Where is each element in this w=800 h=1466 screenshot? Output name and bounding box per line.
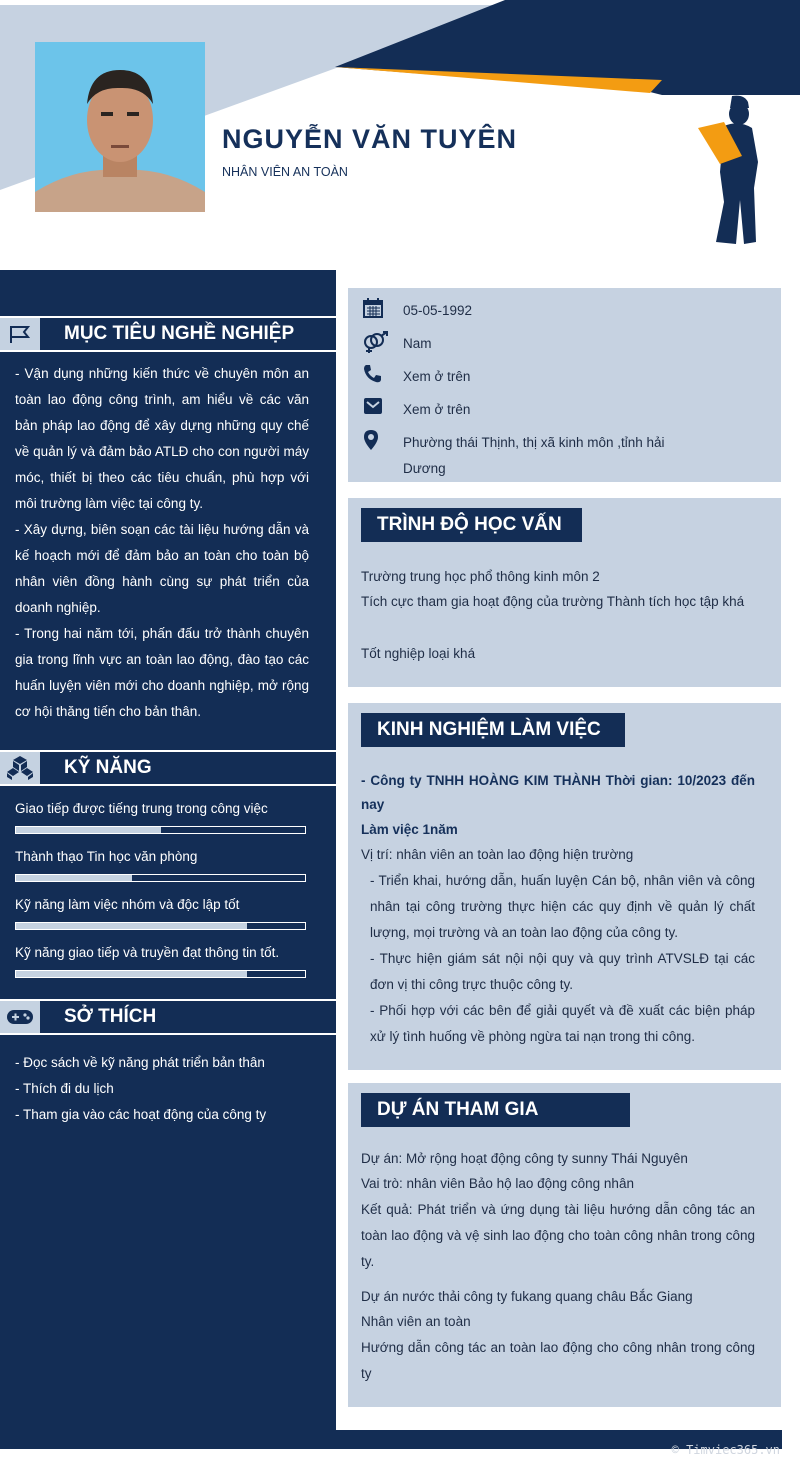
experience-duty: - Phối hợp với các bên để giải quyết và đề xuất các biện pháp xử lý tình huống về phòng ngừa tai nạn trong thi công. <box>370 1003 755 1044</box>
calendar-icon <box>362 298 384 318</box>
hobby-item: - Thích đi du lịch <box>15 1081 114 1096</box>
objective-text-1: - Vận dụng những kiến thức về chuyên môn an toàn lao động công trình, am hiểu về các văn bản pháp lao động để xây dựng những quy chế về quản lý và đảm bảo ATLĐ cho con người máy móc, thiết bị theo các tiêu chuẩn, phù hợp với môi trường làm việc tại công ty. <box>15 366 309 511</box>
email: Xem ở trên <box>403 402 471 417</box>
profile-photo <box>35 42 205 212</box>
email-icon <box>362 397 384 415</box>
project-1-role: Vai trò: nhân viên Bảo hộ lao động công nhân <box>361 1176 634 1191</box>
experience-company: - Công ty TNHH HOÀNG KIM THÀNH Thời gian: 10/2023 đến nay <box>361 773 755 812</box>
skills-heading: KỸ NĂNG <box>64 757 152 778</box>
experience-panel <box>348 703 781 1070</box>
experience-duration: Làm việc 1năm <box>361 822 458 837</box>
flag-icon <box>8 324 32 344</box>
skill-name: Giao tiếp được tiếng trung trong công việc <box>15 801 268 816</box>
gamepad-icon <box>6 1008 34 1026</box>
left-column <box>0 270 336 1449</box>
hobby-item: - Tham gia vào các hoạt động của công ty <box>15 1107 267 1122</box>
experience-heading: KINH NGHIỆM LÀM VIỆC <box>361 713 625 747</box>
project-2-result: Hướng dẫn công tác an toàn lao động cho công nhân trong công ty <box>361 1340 755 1381</box>
project-1-result: Kết quả: Phát triển và ứng dụng tài liệu hướng dẫn công tác an toàn lao động và vệ sinh lao động cho toàn công nhân trong công ty. <box>361 1202 755 1269</box>
skills-header <box>0 750 336 786</box>
project-1-name: Dự án: Mở rộng hoạt động công ty sunny Thái Nguyên <box>361 1151 688 1166</box>
phone: Xem ở trên <box>403 369 471 384</box>
objective-text-2: - Xây dựng, biên soạn các tài liệu hướng dẫn và kế hoạch mới để đảm bảo an toàn cho toàn bộ nhân viên đồng hành cùng sự phát triển của doanh nghiệp. <box>15 522 309 615</box>
location-icon <box>362 429 380 451</box>
address-line-2: Dương <box>403 461 446 476</box>
skill-name: Kỹ năng làm việc nhóm và độc lập tốt <box>15 897 240 912</box>
objective-text-3: - Trong hai năm tới, phấn đấu trở thành chuyên gia trong lĩnh vực an toàn lao động, đào tạo các huấn luyện viên mới cho doanh nghiệp, mở rộng cơ hội thăng tiến cho bản thân. <box>15 626 309 719</box>
worker-silhouette-icon <box>694 92 774 248</box>
experience-position: Vị trí: nhân viên an toàn lao động hiện trường <box>361 847 634 862</box>
gender-icon <box>362 331 390 353</box>
hobby-item: - Đọc sách về kỹ năng phát triển bản thân <box>15 1055 265 1070</box>
skill-bar-fill <box>16 875 132 881</box>
skill-bar <box>15 922 306 930</box>
education-activity: Tích cực tham gia hoạt động của trường Thành tích học tập khá <box>361 594 745 609</box>
phone-icon <box>362 364 382 384</box>
project-2-role: Nhân viên an toàn <box>361 1314 471 1329</box>
birth-date: 05-05-1992 <box>403 303 473 318</box>
skill-bar <box>15 874 306 882</box>
project-2-name: Dự án nước thải công ty fukang quang châu Bắc Giang <box>361 1289 693 1304</box>
watermark: © Timviec365.vn <box>671 1443 780 1457</box>
hobbies-heading: SỞ THÍCH <box>64 1006 157 1027</box>
gender: Nam <box>403 336 432 351</box>
objective-header <box>0 316 336 352</box>
experience-duty: - Triển khai, hướng dẫn, huấn luyện Cán bộ, nhân viên và công nhân tại công trường thực hiện các quy định về quản lý chất lượng, mọi trường và an toàn lao động của công ty. <box>370 873 755 940</box>
skill-name: Kỹ năng giao tiếp và truyền đạt thông tin tốt. <box>15 945 280 960</box>
skill-name: Thành thạo Tin học văn phòng <box>15 849 198 864</box>
address: Phường thái Thịnh, thị xã kinh môn ,tỉnh hải <box>403 435 665 450</box>
hobbies-header <box>0 999 336 1035</box>
skill-bar-fill <box>16 923 247 929</box>
job-title: NHÂN VIÊN AN TOÀN <box>222 165 348 179</box>
skill-bar <box>15 970 306 978</box>
skill-bar-fill <box>16 971 247 977</box>
projects-heading: DỰ ÁN THAM GIA <box>361 1093 630 1127</box>
education-heading: TRÌNH ĐỘ HỌC VẤN <box>361 508 582 542</box>
education-panel <box>348 498 781 687</box>
objective-heading: MỤC TIÊU NGHỀ NGHIỆP <box>64 323 295 344</box>
candidate-name: NGUYỄN VĂN TUYÊN <box>222 124 518 154</box>
projects-panel <box>348 1083 781 1407</box>
skill-bar <box>15 826 306 834</box>
education-result: Tốt nghiệp loại khá <box>361 646 476 661</box>
contact-panel <box>348 288 781 482</box>
skill-bar-fill <box>16 827 161 833</box>
cubes-icon <box>5 755 35 781</box>
education-school: Trường trung học phổ thông kinh môn 2 <box>361 569 600 584</box>
experience-duty: - Thực hiện giám sát nội nội quy và quy trình ATVSLĐ tại các đơn vị thi công trực thuộc công ty. <box>370 951 755 992</box>
